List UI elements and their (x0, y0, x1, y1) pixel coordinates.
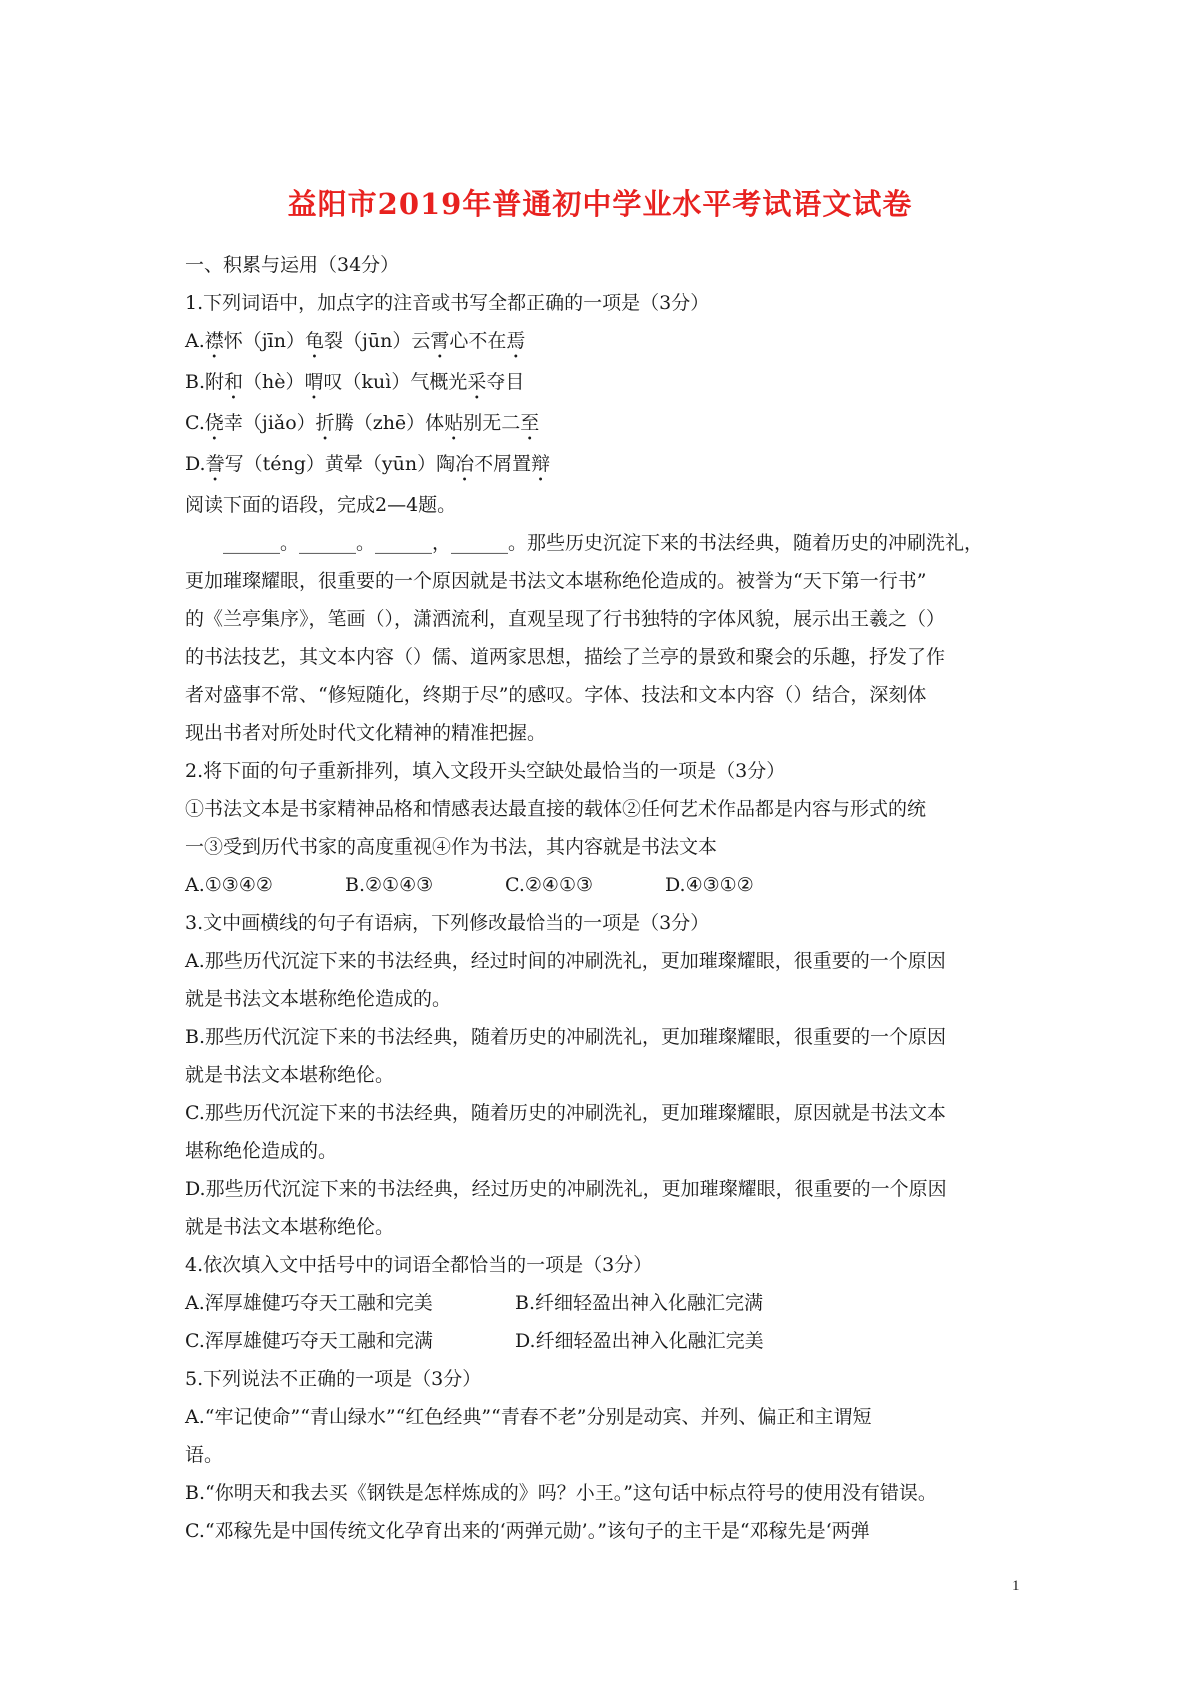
question-3-option-b: B.那些历代沉淀下来的书法经典，随着历史的冲刷洗礼，更加璀璨耀眼，很重要的一个原因 (185, 1026, 947, 1048)
question-3-stem: 3.文中画横线的句子有语病，下列修改最恰当的一项是（3分） (185, 912, 710, 934)
question-3-option-a: A.那些历代沉淀下来的书法经典，经过时间的冲刷洗礼，更加璀璨耀眼，很重要的一个原因 (185, 950, 946, 972)
question-5-option-b: B.“你明天和我去买《钢铁是怎样炼成的》吗？小王。”这句话中标点符号的使用没有错误。 (185, 1482, 937, 1504)
question-2-body: 一③受到历代书家的高度重视④作为书法，其内容就是书法文本 (185, 836, 718, 858)
question-2-option: D.④③①② (665, 874, 754, 896)
question-3-option-a-cont: 就是书法文本堪称绝伦造成的。 (185, 988, 452, 1010)
question-4-option: A.浑厚雄健巧夺天工融和完美 (185, 1292, 433, 1314)
question-2-stem: 2.将下面的句子重新排列，填入文段开头空缺处最恰当的一项是（3分） (185, 760, 786, 782)
question-1-stem: 1.下列词语中，加点字的注音或书写全都正确的一项是（3分） (185, 292, 710, 314)
question-4-option: D.纤细轻盈出神入化融汇完美 (515, 1330, 764, 1352)
page-number: 1 (1012, 1578, 1020, 1594)
question-5-stem: 5.下列说法不正确的一项是（3分） (185, 1368, 482, 1390)
question-4-options-row (185, 1284, 1033, 1322)
exam-title: 益阳市2019年普通初中学业水平考试语文试卷 (287, 187, 913, 221)
question-2-body: ①书法文本是书家精神品格和情感表达最直接的载体②任何艺术作品都是内容与形式的统 (185, 798, 927, 820)
question-2-option: B.②①④③ (345, 874, 434, 896)
question-1-option-a: A.襟怀（jīn）龟裂（jūn）云霄心不在焉 (185, 330, 526, 352)
section-heading: 一、积累与运用（34分） (185, 254, 400, 276)
question-1-option-d: D.誊写（téng）黄晕（yūn）陶冶不屑置辩 (185, 453, 551, 475)
question-4-option: B.纤细轻盈出神入化融汇完满 (515, 1292, 764, 1314)
question-3-option-d-cont: 就是书法文本堪称绝伦。 (185, 1216, 395, 1238)
passage-line: 者对盛事不常、“修短随化，终期于尽”的感叹。字体、技法和文本内容（）结合，深刻体 (185, 684, 927, 706)
reading-prompt: 阅读下面的语段，完成2—4题。 (185, 494, 457, 516)
passage-line: 的《兰亭集序》，笔画（），潇洒流利，直观呈现了行书独特的字体风貌，展示出王羲之（） (185, 608, 946, 630)
question-5-option-a: A.“牢记使命”“青山绿水”“红色经典”“青春不老”分别是动宾、并列、偏正和主谓短 (185, 1406, 872, 1428)
question-1-option-b: B.附和（hè）喟叹（kuì）气概光采夺目 (185, 371, 525, 393)
question-3-option-c: C.那些历代沉淀下来的书法经典，随着历史的冲刷洗礼，更加璀璨耀眼，原因就是书法文本 (185, 1102, 946, 1124)
question-2-options (185, 866, 1033, 904)
question-4-stem: 4.依次填入文中括号中的词语全都恰当的一项是（3分） (185, 1254, 653, 1276)
question-2-option: C.②④①③ (505, 874, 594, 896)
question-3-option-b-cont: 就是书法文本堪称绝伦。 (185, 1064, 395, 1086)
passage-line: 现出书者对所处时代文化精神的精准把握。 (185, 722, 547, 744)
question-3-option-d: D.那些历代沉淀下来的书法经典，经过历史的冲刷洗礼，更加璀璨耀眼，很重要的一个原因 (185, 1178, 947, 1200)
question-1-option-c: C.侥幸（jiǎo）折腾（zhē）体贴别无二至 (185, 412, 540, 434)
passage-line: 的书法技艺，其文本内容（）儒、道两家思想，描绘了兰亭的景致和聚会的乐趣，抒发了作 (185, 646, 946, 668)
question-2-option: A.①③④② (185, 874, 273, 896)
question-4-option: C.浑厚雄健巧夺天工融和完满 (185, 1330, 433, 1352)
passage-line: ______。______。______，______。那些历史沉淀下来的书法经典，随着历史的冲刷洗礼， (223, 532, 984, 554)
passage-line: 更加璀璨耀眼，很重要的一个原因就是书法文本堪称绝伦造成的。被誉为“天下第一行书” (185, 570, 927, 592)
question-5-option-c: C.“邓稼先是中国传统文化孕育出来的‘两弹元勋’。”该句子的主干是“邓稼先是‘两弹 (185, 1520, 870, 1542)
question-4-options-row (185, 1322, 1033, 1360)
exam-content (185, 246, 1033, 1550)
question-3-option-c-cont: 堪称绝伦造成的。 (185, 1140, 338, 1162)
question-5-option-a-cont: 语。 (185, 1444, 224, 1466)
